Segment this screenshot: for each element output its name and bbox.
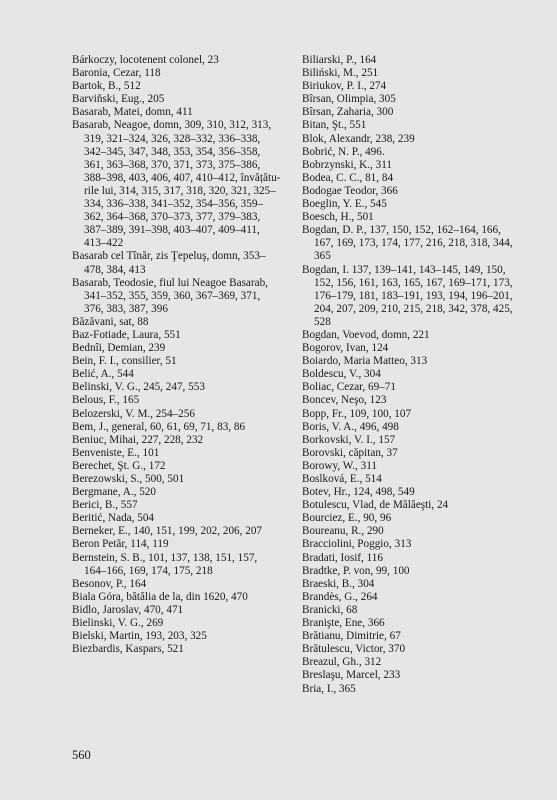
index-entry: Bein, F. I., consilier, 51 <box>72 355 177 368</box>
index-entry: Bogorov, Ivan, 124 <box>302 342 389 355</box>
index-entry: Brandès, G., 264 <box>302 590 378 603</box>
index-entry: Bradtke, P. von, 99, 100 <box>302 564 410 577</box>
index-entry: Belous, F., 165 <box>72 394 140 407</box>
index-entry: Breazul, Gh., 312 <box>302 656 382 669</box>
index-entry: Bielinski, V. G., 269 <box>72 617 164 630</box>
index-entry: Boncev, Neşo, 123 <box>302 394 387 407</box>
index-entry: Boesch, H., 501 <box>302 211 374 224</box>
index-entry: Bobrić, N. P., 496. <box>302 145 385 158</box>
index-entry: Bria, I., 365 <box>302 682 356 695</box>
index-entry: Belinski, V. G., 245, 247, 553 <box>72 381 205 394</box>
index-entry: Brătianu, Dimitrie, 67 <box>302 630 401 643</box>
index-entry: Berechet, Şt. G., 172 <box>72 459 166 472</box>
index-entry: Berici, B., 557 <box>72 499 138 512</box>
index-entry: Basarab, Teodosie, fiul lui Neagoe Basarab, 341–352, 355, 359, 360, 367–369, 371, 376, 383, 387, 396 <box>72 276 268 315</box>
index-entry: Boureanu, R., 290 <box>302 525 384 538</box>
index-entry: Bradati, Iosif, 116 <box>302 551 383 564</box>
index-entry: Bodogae Teodor, 366 <box>302 184 398 197</box>
index-entry: Biala Góra, bătălia de la, din 1620, 470 <box>72 590 248 603</box>
index-entry: Borkovski, V. I., 157 <box>302 433 396 446</box>
index-entry: Boris, V. A., 496, 498 <box>302 420 399 433</box>
index-entry: Blok, Alexandr, 238, 239 <box>302 132 415 145</box>
index-entry: Beniuc, Mihai, 227, 228, 232 <box>72 433 204 446</box>
index-entry: Belozerski, V. M., 254–256 <box>72 407 195 420</box>
index-entry: Bogdan, D. P., 137, 150, 152, 162–164, 166, 167, 169, 173, 174, 177, 216, 218, 318, 344, 365 <box>302 224 513 263</box>
page-number: 560 <box>72 748 91 762</box>
index-entry: Bergmane, A., 520 <box>72 486 156 499</box>
index-entry: Boeglin, Y. E., 545 <box>302 198 387 211</box>
index-entry: Besonov, P., 164 <box>72 577 147 590</box>
index-entry: Bogdan, Voevod, domn, 221 <box>302 328 430 341</box>
index-entry: Băzăvani, sat, 88 <box>72 315 149 328</box>
index-entry: Bitan, Şt., 551 <box>302 119 367 132</box>
index-entry: Bem, J., general, 60, 61, 69, 71, 83, 86 <box>72 420 246 433</box>
index-entry: Bîrsan, Olimpia, 305 <box>302 93 396 106</box>
index-entry: Biliński, M., 251 <box>302 67 379 80</box>
index-entry: Belić, A., 544 <box>72 368 134 381</box>
index-entry: Bednîi, Demian, 239 <box>72 342 166 355</box>
index-entry: Bodea, C. C., 81, 84 <box>302 171 394 184</box>
index-entry: Bîrsan, Zaharia, 300 <box>302 106 394 119</box>
index-entry: Brătulescu, Victor, 370 <box>302 643 406 656</box>
index-entry: Biliarski, P., 164 <box>302 54 377 66</box>
index-entry: Basarab, Matei, domn, 411 <box>72 106 193 119</box>
index-entry: Bopp, Fr., 109, 100, 107 <box>302 407 412 420</box>
index-entry: Beron Petăr, 114, 119 <box>72 538 169 551</box>
index-entry: Bartok, B., 512 <box>72 80 141 93</box>
index-entry: Baz-Fotiade, Laura, 551 <box>72 328 181 341</box>
index-entry: Borowy, W., 311 <box>302 459 377 472</box>
index-entry: Bárkoczy, locotenent colonel, 23 <box>72 54 219 66</box>
index-entry: Boldescu, V., 304 <box>302 368 381 381</box>
index-entry: Breslaşu, Marcel, 233 <box>302 669 401 682</box>
index-entry: Bernstein, S. B., 101, 137, 138, 151, 157, 164–166, 169, 174, 175, 218 <box>72 551 258 577</box>
index-entry: Basarab, Neagoe, domn, 309, 310, 312, 313, 319, 321–324, 326, 328–332, 336–338, 342–345, 347, 348, 353, 354, 356–358, 361, 363–368, 370, 371, 373, 375–386, 388–398, 403, 406, 407, 410–412, învățătu-rile lui, 314, 315, 317, 318, 320, 321, 325–334, 336–338, 341–352, 354–356, 359–362, 364–368, 370–373, 377, 379–383, 387–389, 391–398, 403–407, 409–411, 413–422 <box>72 119 281 250</box>
index-entry: Bourciez, E., 90, 96 <box>302 512 392 525</box>
index-entry: Boslková, E., 514 <box>302 473 382 485</box>
index-entry: Boliac, Cezar, 69–71 <box>302 381 396 394</box>
index-entry: Branişte, Ene, 366 <box>302 617 385 630</box>
index-entry: Borovski, căpitan, 37 <box>302 446 398 459</box>
index-entry: Benveniste, E., 101 <box>72 446 160 459</box>
index-entry: Biriukov, P. I., 274 <box>302 80 387 93</box>
index-entry: Bielski, Martin, 193, 203, 325 <box>72 630 207 643</box>
index-column-right <box>302 54 522 696</box>
index-entry: Basarab cel Tînăr, zis Ţepeluş, domn, 353–478, 384, 413 <box>72 250 266 276</box>
index-entry: Baronia, Cezar, 118 <box>72 67 161 80</box>
index-entry: Biezbardis, Kaspars, 521 <box>72 643 184 656</box>
index-entry: Botev, Hr., 124, 498, 549 <box>302 486 415 499</box>
index-entry: Berneker, E., 140, 151, 199, 202, 206, 207 <box>72 525 263 538</box>
index-entry: Bobrzynski, K., 311 <box>302 158 393 171</box>
index-column-left <box>72 54 282 656</box>
index-entry: Bracciolini, Poggio, 313 <box>302 538 412 551</box>
index-entry: Bidlo, Jaroslav, 470, 471 <box>72 603 184 616</box>
index-entry: Barviňski, Eug., 205 <box>72 93 165 106</box>
index-entry: Botulescu, Vlad, de Mălăeşti, 24 <box>302 499 449 512</box>
index-entry: Bogdan, I. 137, 139–141, 143–145, 149, 150, 152, 156, 161, 163, 165, 167, 169–171, 173, 176–179, 181, 183–191, 193, 194, 196–201, 204, 207, 209, 210, 215, 218, 342, 378, 425, 528 <box>302 263 513 328</box>
index-entry: Beritić, Nada, 504 <box>72 512 155 525</box>
index-entry: Branicki, 68 <box>302 603 358 616</box>
index-entry: Boiardo, Maria Matteo, 313 <box>302 355 428 368</box>
index-entry: Braeski, B., 304 <box>302 577 375 590</box>
index-entry: Berezowski, S., 500, 501 <box>72 473 185 485</box>
